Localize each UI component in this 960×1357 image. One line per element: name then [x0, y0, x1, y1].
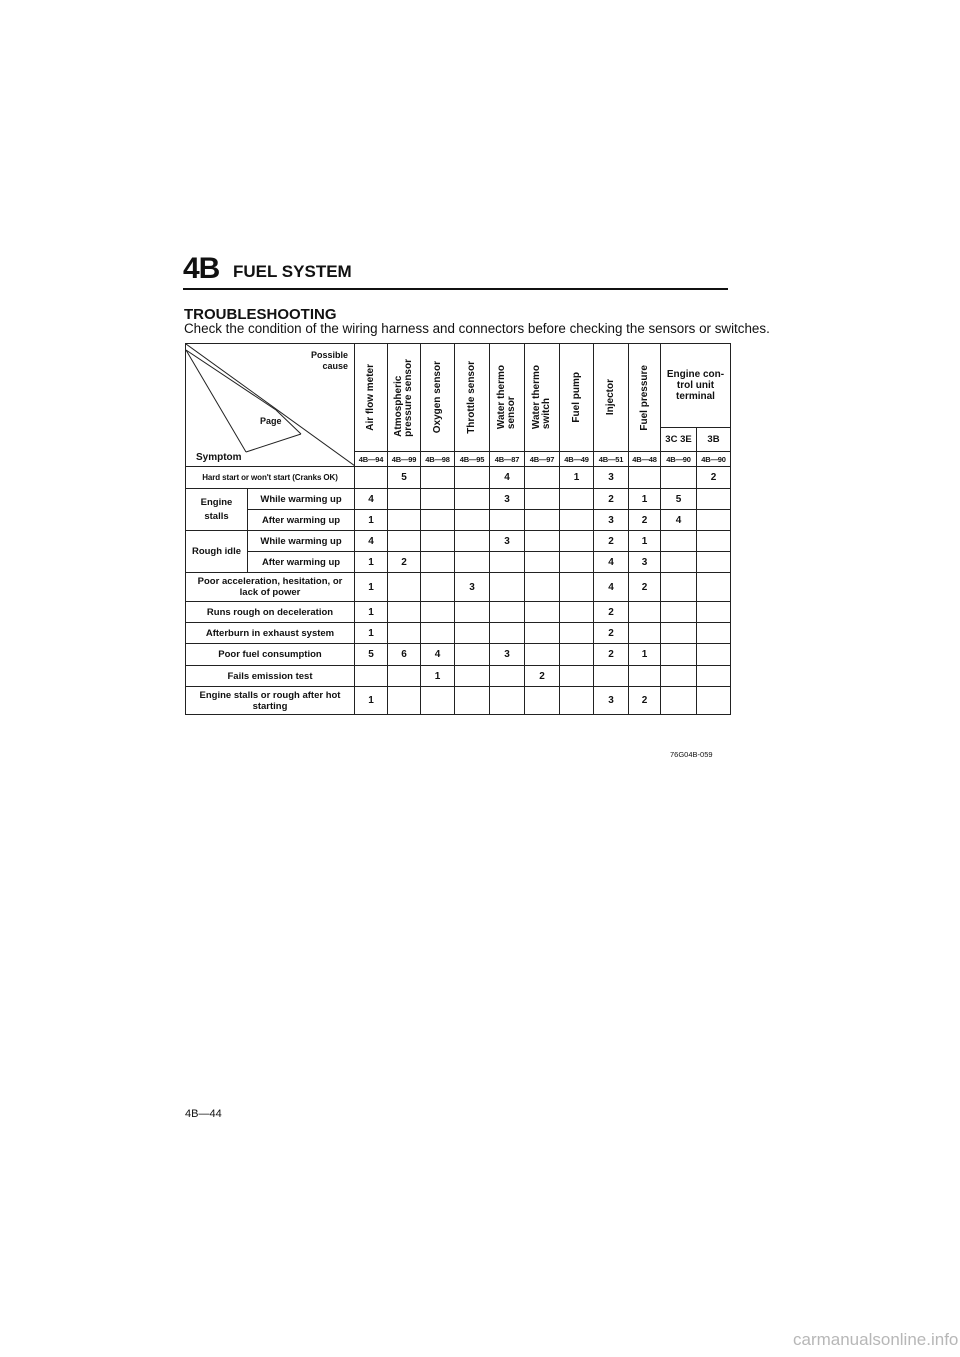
symptom-group-label: Engine stalls	[186, 489, 248, 531]
priority-cell: 2	[594, 489, 629, 510]
priority-cell	[629, 602, 661, 623]
table-row	[186, 552, 731, 573]
priority-cell	[661, 467, 697, 489]
priority-cell	[421, 687, 455, 715]
priority-cell: 3	[594, 687, 629, 715]
symptom-cell: Poor fuel consumption	[186, 644, 355, 666]
priority-cell	[421, 552, 455, 573]
priority-cell	[661, 531, 697, 552]
table-row	[186, 467, 731, 489]
priority-cell	[421, 510, 455, 531]
priority-cell	[697, 623, 731, 644]
priority-cell	[697, 531, 731, 552]
priority-cell: 4	[661, 510, 697, 531]
priority-cell	[629, 623, 661, 644]
ecu-terminal-header: Engine con- trol unit terminal	[661, 344, 731, 428]
priority-cell	[490, 602, 525, 623]
page-ref-cell: 4B—49	[560, 452, 594, 467]
page-ref-cell: 4B—90	[661, 452, 697, 467]
cause-header: Atmospheric pressure sensor	[388, 344, 421, 452]
priority-cell	[661, 602, 697, 623]
priority-cell: 1	[355, 552, 388, 573]
priority-cell	[560, 552, 594, 573]
priority-cell	[697, 552, 731, 573]
priority-cell	[697, 573, 731, 602]
priority-cell	[525, 687, 560, 715]
symptom-cell: After warming up	[248, 510, 355, 531]
priority-cell	[490, 552, 525, 573]
page-ref-cell: 4B—87	[490, 452, 525, 467]
priority-cell	[388, 489, 421, 510]
corner-page-label: Page	[260, 416, 282, 426]
priority-cell	[525, 552, 560, 573]
table-row	[186, 510, 731, 531]
priority-cell	[525, 467, 560, 489]
troubleshooting-intro: Check the condition of the wiring harness and connectors before checking the sensors or switches.	[184, 321, 770, 336]
priority-cell: 2	[594, 644, 629, 666]
priority-cell	[629, 467, 661, 489]
priority-cell	[421, 573, 455, 602]
priority-cell	[560, 644, 594, 666]
priority-cell	[455, 510, 490, 531]
priority-cell	[697, 602, 731, 623]
priority-cell	[661, 573, 697, 602]
priority-cell: 2	[388, 552, 421, 573]
priority-cell	[560, 666, 594, 687]
page-ref-cell: 4B—51	[594, 452, 629, 467]
page-ref-cell: 4B—95	[455, 452, 490, 467]
priority-cell: 3	[594, 510, 629, 531]
priority-cell	[697, 644, 731, 666]
corner-cause: cause	[322, 361, 348, 371]
symptom-cell: Engine stalls or rough after hot starting	[186, 687, 355, 715]
priority-cell	[388, 602, 421, 623]
priority-cell	[421, 531, 455, 552]
symptom-group-label: Rough idle	[186, 531, 248, 573]
corner-possible: Possible	[310, 350, 348, 360]
priority-cell	[560, 573, 594, 602]
cause-header: Fuel pump	[560, 344, 594, 452]
priority-cell	[697, 666, 731, 687]
priority-cell	[388, 531, 421, 552]
symptom-cell: Afterburn in exhaust system	[186, 623, 355, 644]
priority-cell	[697, 510, 731, 531]
table-row	[186, 573, 731, 602]
priority-cell: 2	[629, 510, 661, 531]
priority-cell: 2	[594, 602, 629, 623]
priority-cell	[455, 531, 490, 552]
priority-cell	[525, 623, 560, 644]
priority-cell	[697, 687, 731, 715]
priority-cell: 2	[629, 687, 661, 715]
priority-cell	[525, 531, 560, 552]
cause-header: Injector	[594, 344, 629, 452]
priority-cell	[560, 489, 594, 510]
priority-cell	[490, 510, 525, 531]
priority-cell: 3	[629, 552, 661, 573]
page-ref-cell: 4B—48	[629, 452, 661, 467]
priority-cell	[490, 666, 525, 687]
troubleshooting-title: TROUBLESHOOTING	[184, 306, 337, 323]
priority-cell: 1	[355, 687, 388, 715]
page-number: 4B—44	[185, 1108, 222, 1120]
priority-cell	[525, 602, 560, 623]
page-ref-cell: 4B—94	[355, 452, 388, 467]
priority-cell	[560, 623, 594, 644]
watermark: carmanualsonline.info	[793, 1330, 959, 1349]
priority-cell: 1	[421, 666, 455, 687]
priority-cell: 4	[355, 489, 388, 510]
symptom-cell: Poor acceleration, hesitation, or lack of power	[186, 573, 355, 602]
priority-cell	[455, 644, 490, 666]
priority-cell	[455, 687, 490, 715]
page-ref-cell: 4B—99	[388, 452, 421, 467]
priority-cell: 1	[560, 467, 594, 489]
symptom-cell: While warming up	[248, 531, 355, 552]
priority-cell	[490, 573, 525, 602]
symptom-cell: After warming up	[248, 552, 355, 573]
troubleshooting-table	[185, 343, 731, 715]
priority-cell: 2	[594, 531, 629, 552]
page-ref-cell: 4B—97	[525, 452, 560, 467]
priority-cell: 1	[629, 531, 661, 552]
corner-cause-label	[311, 350, 348, 372]
priority-cell	[421, 489, 455, 510]
symptom-cell: While warming up	[248, 489, 355, 510]
priority-cell	[661, 623, 697, 644]
priority-cell	[455, 552, 490, 573]
priority-cell: 1	[629, 489, 661, 510]
priority-cell: 3	[490, 531, 525, 552]
cause-header: Oxygen sensor	[421, 344, 455, 452]
cause-header: Fuel pressure	[629, 344, 661, 452]
priority-cell: 6	[388, 644, 421, 666]
priority-cell	[560, 531, 594, 552]
priority-cell: 4	[355, 531, 388, 552]
priority-cell	[388, 666, 421, 687]
table-row	[186, 531, 731, 552]
priority-cell: 5	[388, 467, 421, 489]
priority-cell	[560, 510, 594, 531]
priority-cell	[455, 602, 490, 623]
priority-cell	[388, 510, 421, 531]
section-header	[183, 252, 728, 290]
priority-cell: 4	[490, 467, 525, 489]
cause-header: Air flow meter	[355, 344, 388, 452]
priority-cell	[525, 489, 560, 510]
priority-cell	[560, 687, 594, 715]
table-row	[186, 623, 731, 644]
symptom-cell: Fails emission test	[186, 666, 355, 687]
priority-cell: 2	[525, 666, 560, 687]
priority-cell	[490, 623, 525, 644]
priority-cell: 4	[421, 644, 455, 666]
priority-cell	[525, 510, 560, 531]
priority-cell	[525, 573, 560, 602]
cause-header: Water thermo sensor	[490, 344, 525, 452]
priority-cell	[661, 666, 697, 687]
symptom-cell: Hard start or won't start (Cranks OK)	[186, 467, 355, 489]
priority-cell	[388, 573, 421, 602]
priority-cell	[455, 666, 490, 687]
priority-cell	[661, 644, 697, 666]
priority-cell: 1	[355, 573, 388, 602]
priority-cell	[355, 666, 388, 687]
priority-cell	[560, 602, 594, 623]
priority-cell: 1	[629, 644, 661, 666]
ecu-subheader: 3B	[697, 428, 731, 452]
priority-cell: 1	[355, 623, 388, 644]
section-title: FUEL SYSTEM	[233, 262, 352, 281]
priority-cell	[455, 489, 490, 510]
priority-cell: 4	[594, 573, 629, 602]
priority-cell: 3	[455, 573, 490, 602]
priority-cell: 3	[490, 489, 525, 510]
priority-cell: 5	[355, 644, 388, 666]
priority-cell: 2	[629, 573, 661, 602]
priority-cell: 5	[661, 489, 697, 510]
priority-cell: 2	[697, 467, 731, 489]
priority-cell	[355, 467, 388, 489]
cause-header: Water thermo switch	[525, 344, 560, 452]
table-row	[186, 489, 731, 510]
priority-cell	[661, 687, 697, 715]
priority-cell: 3	[490, 644, 525, 666]
priority-cell	[455, 467, 490, 489]
priority-cell	[661, 552, 697, 573]
cause-header: Throttle sensor	[455, 344, 490, 452]
priority-cell: 4	[594, 552, 629, 573]
table-row	[186, 666, 731, 687]
page-ref-cell: 4B—90	[697, 452, 731, 467]
priority-cell	[629, 666, 661, 687]
corner-symptom-label: Symptom	[196, 452, 242, 463]
priority-cell	[490, 687, 525, 715]
table-row	[186, 602, 731, 623]
priority-cell	[697, 489, 731, 510]
priority-cell: 3	[594, 467, 629, 489]
table-row	[186, 687, 731, 715]
priority-cell	[421, 623, 455, 644]
header-corner	[186, 344, 355, 467]
priority-cell	[594, 666, 629, 687]
priority-cell	[421, 602, 455, 623]
section-code: 4B	[183, 252, 220, 285]
table-row	[186, 644, 731, 666]
priority-cell: 1	[355, 602, 388, 623]
priority-cell	[421, 467, 455, 489]
symptom-cell: Runs rough on deceleration	[186, 602, 355, 623]
priority-cell: 2	[594, 623, 629, 644]
priority-cell: 1	[355, 510, 388, 531]
priority-cell	[388, 623, 421, 644]
priority-cell	[525, 644, 560, 666]
figure-reference: 76G04B-059	[670, 750, 713, 759]
ecu-subheader: 3C 3E	[661, 428, 697, 452]
priority-cell	[388, 687, 421, 715]
page-ref-cell: 4B—98	[421, 452, 455, 467]
priority-cell	[455, 623, 490, 644]
